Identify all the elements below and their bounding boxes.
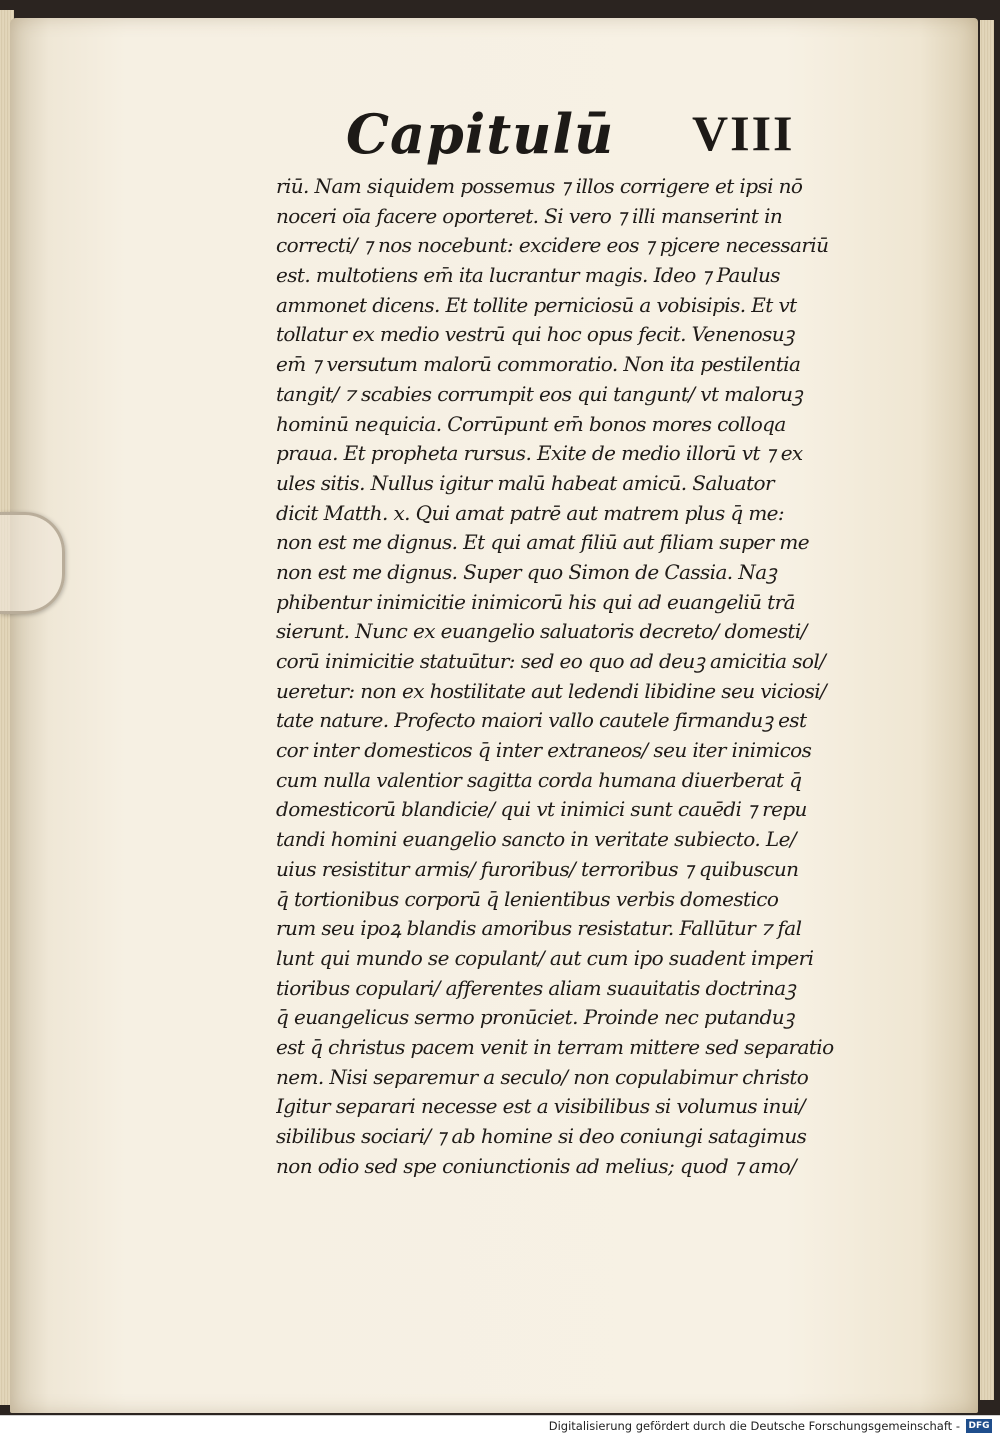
text-line: hominū nequicia. Corrūpunt em̄ bonos mores colloqa (276, 411, 786, 436)
text-line: q̄ tortionibus corporū q̄ lenientibus verbis domestico (276, 886, 779, 911)
text-line: tangit/ ⁊ scabies corrumpit eos qui tangunt/ vt maloruꝫ (276, 381, 802, 406)
text-line: noceri oīa facere oporteret. Si vero ⁊ illi manserint in (276, 203, 783, 228)
text-line: ueretur: non ex hostilitate aut ledendi libidine seu viciosi/ (276, 678, 827, 703)
text-line: tioribus copulari/ afferentes aliam suauitatis doctrinaꝫ (276, 975, 796, 1000)
text-line: ules sitis. Nullus igitur malū habeat amicū. Saluator (276, 470, 774, 495)
text-line: non est me dignus. Super quo Simon de Cassia. Naꝫ (276, 559, 777, 584)
text-line: Igitur separari necesse est a visibilibus si volumus inui/ (276, 1094, 806, 1119)
text-line: est q̄ christus pacem venit in terram mittere sed separatio (276, 1034, 834, 1059)
text-line: tandi homini euangelio sancto in veritate subiecto. Le/ (276, 827, 796, 852)
text-line: non odio sed spe coniunctionis ad melius; quod ⁊ amo/ (276, 1153, 797, 1178)
page-clip (0, 512, 65, 614)
text-line: tate nature. Profecto maiori vallo cautele firmanduꝫ est (276, 708, 807, 733)
text-line: sierunt. Nunc ex euangelio saluatoris decreto/ domesti/ (276, 619, 807, 644)
chapter-heading-number: VIII (692, 105, 795, 161)
text-line: uius resistitur armis/ furoribus/ terroribus ⁊ quibuscun (276, 856, 799, 881)
text-line: praua. Et propheta rursus. Exite de medio illorū vt ⁊ ex (276, 441, 803, 466)
text-line: corū inimicitie statuūtur: sed eo quo ad deuꝫ amicitia sol/ (276, 649, 826, 673)
text-line: sibilibus sociari/ ⁊ ab homine si deo coniungi satagimus (276, 1124, 807, 1148)
text-line: nem. Nisi separemur a seculo/ non copulabimur christo (276, 1064, 809, 1089)
text-line: rum seu ipoꝝ blandis amoribus resistatur. Fallūtur ⁊ fal (276, 916, 802, 941)
footer-bar (0, 1415, 1000, 1438)
text-line: ammonet dicens. Et tollite perniciosū a vobisipis. Et vt (276, 292, 797, 317)
chapter-heading (340, 102, 800, 172)
page-text (276, 172, 856, 1181)
text-line: domesticorū blandicie/ qui vt inimici sunt cauēdi ⁊ repu (276, 797, 807, 822)
page-edge-right (980, 20, 994, 1400)
funding-notice: Digitalisierung gefördert durch die Deutsche Forschungsgemeinschaft - (548, 1419, 960, 1433)
text-line: correcti/ ⁊ nos nocebunt: excidere eos ⁊ pjcere necessariū (276, 233, 829, 258)
text-line: cor inter domesticos q̄ inter extraneos/ seu iter inimicos (276, 738, 812, 763)
text-line: phibentur inimicitie inimicorū his qui ad euangeliū trā (276, 589, 795, 614)
text-line: riū. Nam siquidem possemus ⁊ illos corrigere et ipsi nō (276, 174, 803, 198)
text-line: cum nulla valentior sagitta corda humana diuerberat q̄ (276, 767, 802, 792)
chapter-heading-word: Capitulū (346, 102, 615, 166)
text-line: em̄ ⁊ versutum malorū commoratio. Non ita pestilentia (276, 352, 801, 377)
text-line: q̄ euangelicus sermo pronūciet. Proinde nec putanduꝫ (276, 1005, 794, 1030)
text-line: non est me dignus. Et qui amat filiū aut filiam super me (276, 530, 809, 555)
dfg-logo: DFG (966, 1419, 992, 1433)
text-line: dicit Matth. x. Qui amat patrē aut matrem plus q̄ me: (276, 500, 785, 525)
text-line: tollatur ex medio vestrū qui hoc opus fecit. Venenosuꝫ (276, 322, 794, 347)
text-line: lunt qui mundo se copulant/ aut cum ipo suadent imperi (276, 945, 814, 970)
text-line: est. multotiens em̄ ita lucrantur magis. Ideo ⁊ Paulus (276, 263, 780, 288)
